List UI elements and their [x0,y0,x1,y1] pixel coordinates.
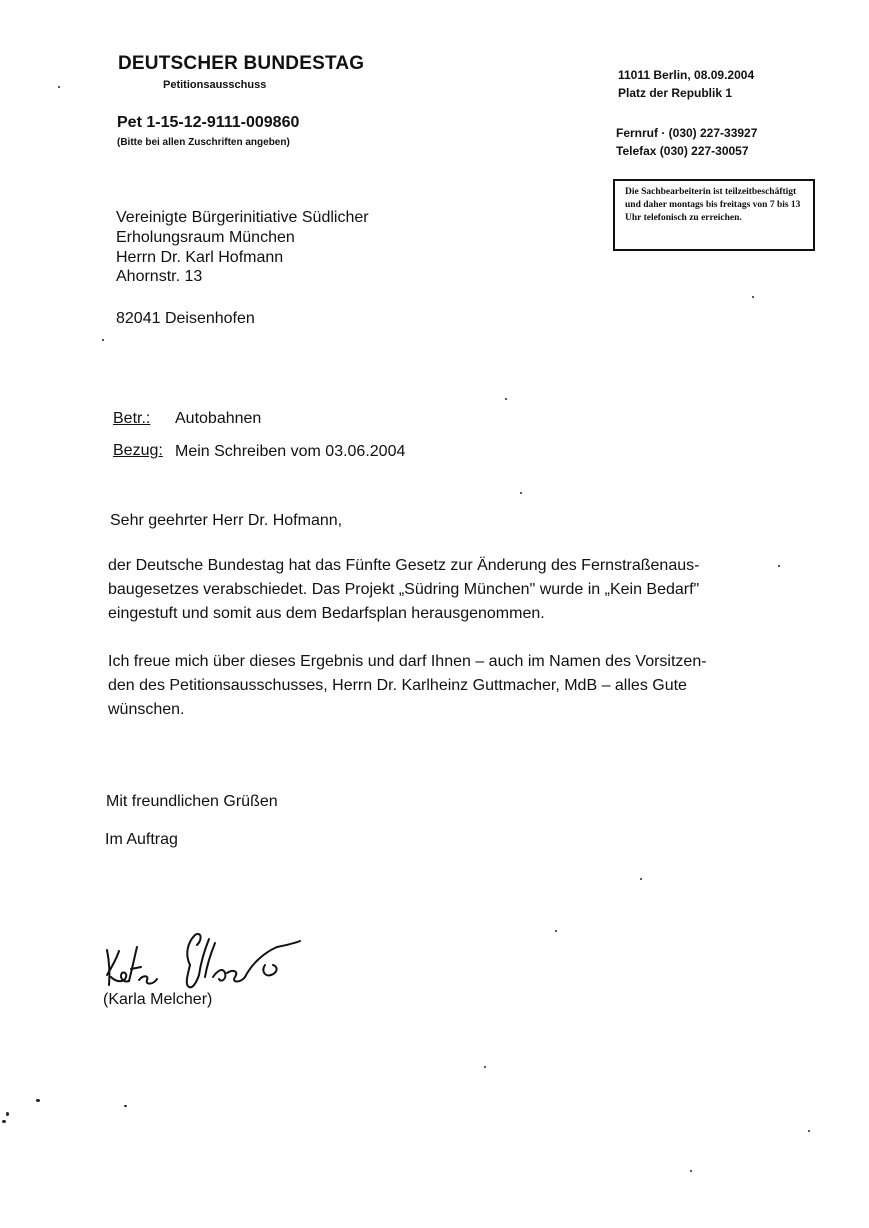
scan-speck [520,492,522,494]
recipient-organization-cont: Erholungsraum München [116,229,295,246]
organization-name: DEUTSCHER BUNDESTAG [118,53,365,74]
sender-address: Platz der Republik 1 [618,86,733,100]
scan-speck [58,86,60,88]
scan-speck [484,1066,486,1068]
recipient-city: 82041 Deisenhofen [116,310,255,327]
paragraph-line: der Deutsche Bundestag hat das Fünfte Gesetz zur Änderung des Fernstraßenaus- [108,557,700,574]
paragraph-line: eingestuft und somit aus dem Bedarfsplan herausgenommen. [108,605,545,622]
fax-number: Telefax (030) 227-30057 [616,144,749,158]
body-paragraph-1 [108,554,788,626]
scan-speck [36,1099,40,1102]
salutation: Sehr geehrter Herr Dr. Hofmann, [110,512,343,529]
paragraph-line: wünschen. [108,701,185,718]
scan-speck [778,565,780,567]
scan-speck [808,1130,810,1132]
handwritten-signature [95,925,310,997]
scan-speck [124,1105,127,1107]
scan-speck [6,1112,9,1116]
phone-number: Fernruf · (030) 227-33927 [616,126,758,140]
reference-note: (Bitte bei allen Zuschriften angeben) [117,137,290,148]
reference-label: Bezug: [113,442,163,459]
scan-speck [102,339,104,341]
subject-value: Autobahnen [175,410,262,427]
petition-reference: Pet 1-15-12-9111-009860 [117,114,300,131]
recipient-name: Herrn Dr. Karl Hofmann [116,249,284,266]
office-hours-note: Die Sachbearbeiterin ist teilzeitbeschäftigt und daher montags bis freitags von 7 bis 13 Uhr telefonisch zu erreichen. [613,179,815,251]
subject-label: Betr.: [113,410,151,427]
recipient-street: Ahornstr. 13 [116,268,203,285]
reference-value: Mein Schreiben vom 03.06.2004 [175,443,406,460]
by-order-note: Im Auftrag [105,831,178,848]
scan-speck [555,930,557,932]
closing-greeting: Mit freundlichen Grüßen [106,793,278,810]
scan-speck [690,1170,692,1172]
committee-name: Petitionsausschuss [163,79,267,91]
scan-speck [505,398,507,400]
body-paragraph-2 [108,650,788,722]
paragraph-line: Ich freue mich über dieses Ergebnis und darf Ihnen – auch im Namen des Vorsitzen- [108,653,707,670]
paragraph-line: den des Petitionsausschusses, Herrn Dr. Karlheinz Guttmacher, MdB – alles Gute [108,677,687,694]
place-date: 11011 Berlin, 08.09.2004 [618,68,755,82]
paragraph-line: baugesetzes verabschiedet. Das Projekt „Südring München" wurde in „Kein Bedarf" [108,581,700,598]
scan-speck [752,296,754,298]
signer-name: (Karla Melcher) [103,991,213,1008]
scan-speck [640,878,642,880]
scan-speck [2,1120,6,1123]
recipient-organization: Vereinigte Bürgerinitiative Südlicher [116,209,369,226]
